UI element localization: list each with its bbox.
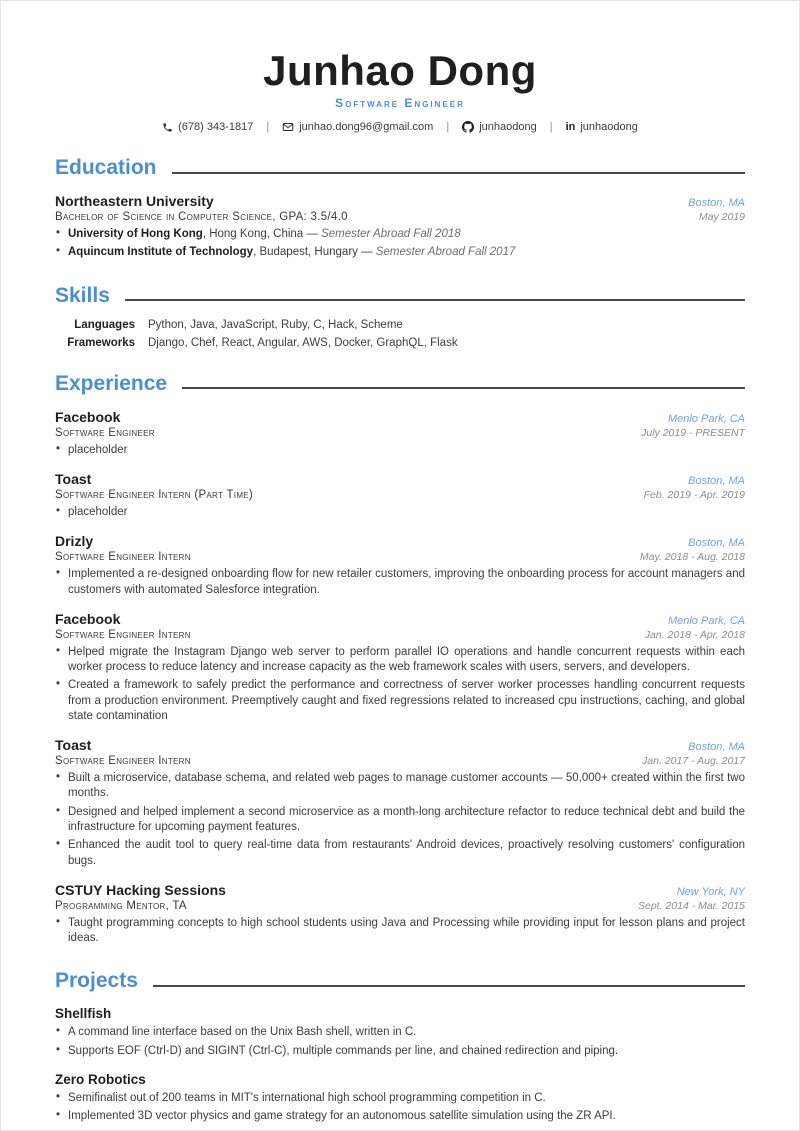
project-entry: [55, 1072, 745, 1125]
bullet-item: • Taught programming concepts to high school students using Java and Processing while providing input for lesson plans and project ideas.: [55, 916, 745, 947]
email-address: junhao.dong96@gmail.com: [299, 121, 434, 134]
job-dates: May. 2018 - Aug. 2018: [639, 551, 745, 564]
experience-entry: [55, 471, 745, 520]
company-name: CSTUY Hacking Sessions: [55, 881, 226, 898]
job-dates: July 2019 - PRESENT: [641, 426, 745, 439]
job-dates: Jan. 2017 - Aug. 2017: [642, 755, 745, 768]
company-location: Boston, MA: [688, 537, 745, 550]
company-name: Facebook: [55, 408, 121, 425]
company-name: Facebook: [55, 610, 121, 627]
job-bullets: [55, 567, 745, 598]
project-bullets: [55, 1091, 745, 1125]
linkedin-username: junhaodong: [580, 121, 638, 134]
heading-rule: [125, 299, 745, 301]
contact-row: [1, 121, 799, 133]
envelope-icon: [282, 121, 294, 133]
job-bullets: [55, 645, 745, 724]
contact-separator: |: [549, 121, 553, 134]
bullet-item: • Built a microservice, database schema, and related web pages to manage customer accounts — 50,000+ created within the first two months.: [55, 771, 745, 802]
job-title: Software Engineer Intern: [55, 628, 191, 641]
school-name: Northeastern University: [55, 193, 214, 210]
graduation-date: May 2019: [698, 211, 745, 224]
phone-icon: [162, 122, 173, 133]
phone-contact[interactable]: [162, 121, 253, 133]
experience-heading: Experience: [55, 371, 168, 395]
experience-entry: [55, 882, 745, 947]
phone-number: (678) 343-1817: [178, 121, 254, 134]
job-title: Software Engineer Intern (Part Time): [55, 488, 254, 501]
github-username: junhaodong: [479, 121, 537, 134]
project-entry: [55, 1006, 745, 1059]
bullet-item: • Implemented a re-designed onboarding flow for new retailer customers, improving the onboarding process for account managers and customers with automated Salesforce integration.: [55, 567, 745, 598]
job-title: Software Engineer Intern: [55, 755, 191, 768]
company-location: Boston, MA: [688, 474, 745, 487]
skill-label: Frameworks: [67, 336, 135, 349]
company-name: Drizly: [55, 533, 94, 550]
section-skills: [55, 284, 745, 349]
company-location: Boston, MA: [688, 741, 745, 754]
job-dates: Jan. 2018 - Apr. 2018: [644, 628, 745, 641]
bullet-item: • Semifinalist out of 200 teams in MIT's international high school programming competition in C.: [55, 1091, 745, 1106]
job-title: Programming Mentor, TA: [55, 899, 187, 912]
heading-rule: [172, 172, 745, 174]
email-contact[interactable]: [282, 121, 433, 133]
heading-rule: [153, 985, 745, 987]
project-bullets: [55, 1025, 745, 1059]
bullet-item: • Created a framework to safely predict the performance and correctness of server worker processes handling concurrent requests from a production environment. Preemptively caught and fixed regressions related to increased cpu instructions, caching, and global state contamination: [55, 678, 745, 724]
section-projects: [55, 969, 745, 1124]
education-heading: Education: [55, 156, 157, 180]
job-bullets: [55, 505, 745, 520]
bullet-item: • placeholder: [55, 443, 745, 458]
education-entry: [55, 193, 745, 261]
heading-rule: [182, 387, 745, 389]
experience-entry: [55, 737, 745, 869]
skill-label: Languages: [74, 318, 135, 331]
job-title: Software Engineer: [55, 426, 155, 439]
bullet-item: • Aquincum Institute of Technology, Budapest, Hungary — Semester Abroad Fall 2017: [55, 245, 745, 260]
job-bullets: [55, 443, 745, 458]
section-experience: [55, 372, 745, 947]
bullet-item: • placeholder: [55, 505, 745, 520]
bullet-item: • Implemented 3D vector physics and game strategy for an autonomous satellite simulation using the ZR API.: [55, 1109, 745, 1124]
job-dates: Sept. 2014 - Mar. 2015: [637, 899, 745, 912]
section-education: [55, 156, 745, 261]
github-contact[interactable]: [462, 121, 537, 133]
section-heading-row: [55, 969, 745, 993]
resume-header: [1, 1, 799, 133]
project-name: Shellfish: [55, 1006, 112, 1022]
contact-separator: |: [446, 121, 450, 134]
job-title: Software Engineer Intern: [55, 551, 191, 564]
person-title: Software Engineer: [335, 96, 465, 111]
resume-body: [1, 156, 799, 1124]
github-icon: [462, 121, 474, 133]
linkedin-icon: in: [565, 121, 576, 134]
section-heading-row: [55, 156, 745, 180]
job-bullets: [55, 916, 745, 947]
company-location: Menlo Park, CA: [667, 614, 745, 627]
bullet-item: • Enhanced the audit tool to query real-time data from restaurants' Android devices, proactively resolving customers' configuration bugs.: [55, 838, 745, 869]
linkedin-contact[interactable]: [566, 121, 638, 133]
skills-table: [55, 319, 745, 349]
person-name: Junhao Dong: [263, 47, 537, 94]
experience-entry: [55, 533, 745, 598]
company-location: New York, NY: [676, 885, 745, 898]
skills-heading: Skills: [55, 283, 110, 307]
skill-value: Django, Chef, React, Angular, AWS, Docker, GraphQL, Flask: [148, 336, 458, 349]
experience-entry: [55, 611, 745, 724]
section-heading-row: [55, 284, 745, 308]
skill-value: Python, Java, JavaScript, Ruby, C, Hack, Scheme: [148, 318, 403, 331]
degree: Bachelor of Science in Computer Science, GPA: 3.5/4.0: [55, 211, 348, 224]
company-name: Toast: [55, 470, 92, 487]
experience-entry: [55, 409, 745, 458]
company-name: Toast: [55, 737, 92, 754]
job-bullets: [55, 771, 745, 869]
bullet-item: • A command line interface based on the Unix Bash shell, written in C.: [55, 1025, 745, 1040]
bullet-item: • Helped migrate the Instagram Django web server to perform parallel IO operations and handle concurrent requests within each worker process to reduce latency and increase capacity as the web framework scales with users, servers, and developers.: [55, 645, 745, 676]
projects-heading: Projects: [55, 969, 138, 993]
school-location: Boston, MA: [688, 197, 745, 210]
bullet-item: • University of Hong Kong, Hong Kong, China — Semester Abroad Fall 2018: [55, 227, 745, 242]
project-name: Zero Robotics: [55, 1072, 146, 1087]
bullet-item: • Supports EOF (Ctrl-D) and SIGINT (Ctrl-C), multiple commands per line, and chained redirection and piping.: [55, 1044, 745, 1059]
education-bullets: [55, 227, 745, 261]
company-location: Menlo Park, CA: [667, 412, 745, 425]
bullet-item: • Designed and helped implement a second microservice as a month-long architecture refactor to reduce technical debt and build the infrastructure for upcoming payment features.: [55, 805, 745, 836]
section-heading-row: [55, 372, 745, 396]
contact-separator: |: [266, 121, 270, 134]
job-dates: Feb. 2019 - Apr. 2019: [643, 488, 745, 501]
